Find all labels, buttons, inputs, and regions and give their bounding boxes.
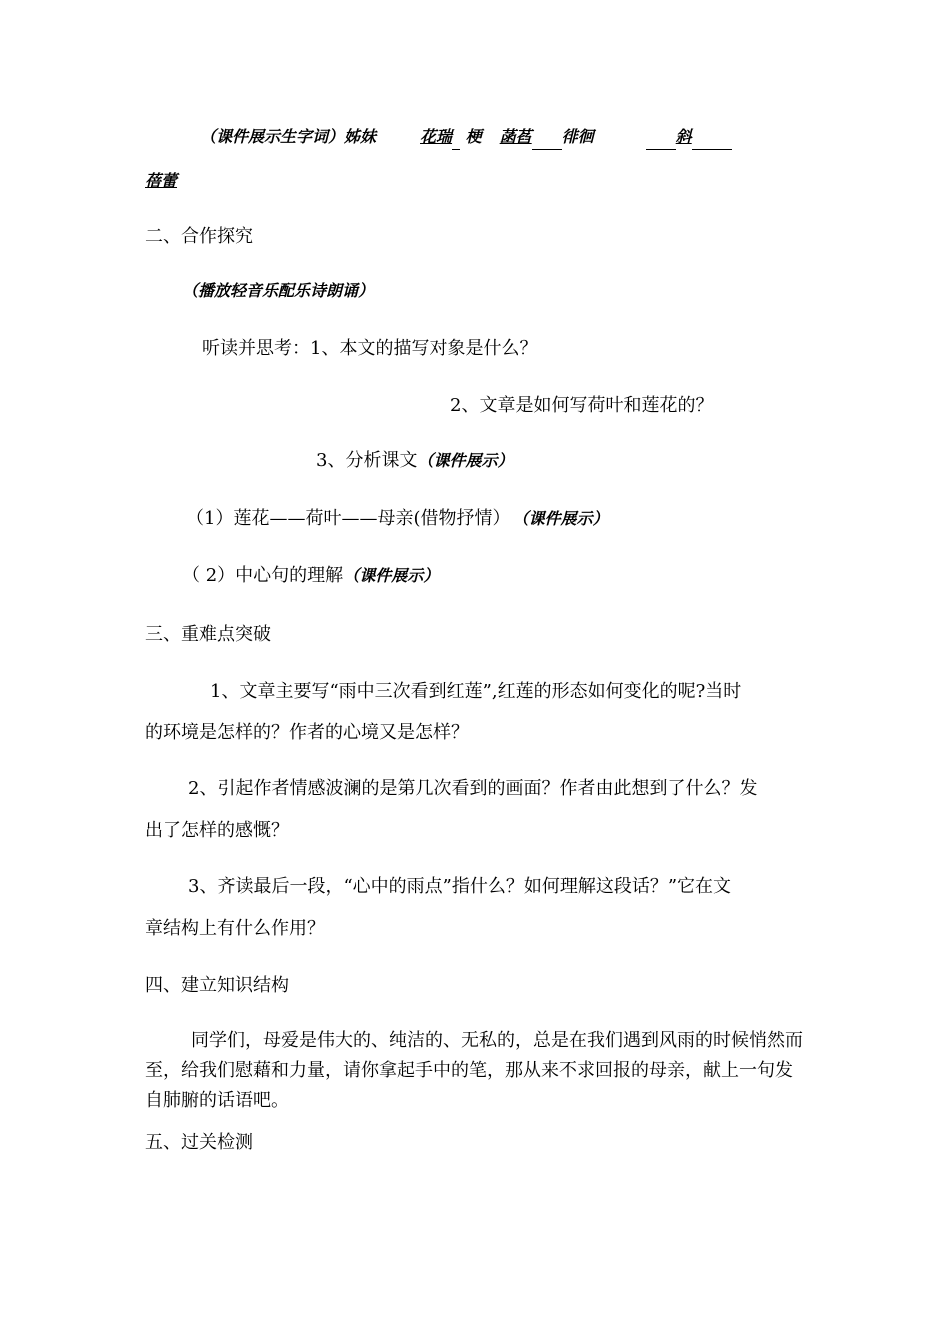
point-2-text: （ 2）中心句的理解 — [182, 565, 344, 586]
vocab-prefix: （课件展示生字词） — [200, 127, 345, 146]
section-heading: 二、合作探究 — [145, 226, 253, 247]
section-heading: 三、重难点突破 — [145, 624, 271, 645]
courseware-note: （课件展示） — [417, 451, 514, 470]
vocab-word: 徘徊 — [561, 127, 594, 146]
vocab-word: 蓓蕾 — [145, 171, 178, 190]
difficulty-q2-cont: 出了怎样的感慨？ — [145, 820, 289, 841]
vocab-word: 梗 — [465, 127, 482, 146]
knowledge-paragraph: 同学们，母爱是伟大的、纯洁的、无私的，总是在我们遇到风雨的时候悄然而至，给我们慰藉和力量，请你拿起手中的笔，那从来不求回报的母亲，献上一句发自肺腑的话语吧。 — [145, 1030, 803, 1111]
difficulty-q3: 3、齐读最后一段，“心中的雨点”指什么？如何理解这段话？”它在文 — [188, 876, 732, 897]
question-2: 2、文章是如何写荷叶和莲花的？ — [450, 395, 714, 416]
point-1 — [186, 506, 609, 532]
music-note: （播放轻音乐配乐诗朗诵） — [182, 281, 375, 300]
courseware-note: （课件展示） — [520, 509, 609, 528]
courseware-note: （课件展示） — [343, 566, 440, 585]
vocab-word: 花瑞 — [420, 127, 453, 146]
section-heading: 四、建立知识结构 — [145, 975, 289, 996]
vocab-word: 菡萏 — [499, 127, 532, 146]
difficulty-q2: 2、引起作者情感波澜的是第几次看到的画面？作者由此想到了什么？发 — [188, 778, 758, 799]
question-3-text: 3、分析课文 — [316, 450, 418, 471]
difficulty-q3-cont: 章结构上有什么作用？ — [145, 918, 325, 939]
question-intro: 听读并思考：1、本文的描写对象是什么？ — [202, 338, 538, 359]
vocab-word: 斜 — [675, 127, 692, 146]
point-2 — [182, 563, 439, 589]
vocab-word: 姊妹 — [344, 127, 377, 146]
question-3 — [316, 448, 513, 474]
vocab-line — [200, 124, 732, 150]
section-heading: 五、过关检测 — [145, 1132, 253, 1153]
difficulty-q1: 1、文章主要写“雨中三次看到红莲”,红莲的形态如何变化的呢?当时 — [210, 681, 742, 702]
point-1-text: （1）莲花——荷叶——母亲(借物抒情） — [186, 508, 511, 529]
difficulty-q1-cont: 的环境是怎样的？作者的心境又是怎样？ — [145, 722, 469, 743]
